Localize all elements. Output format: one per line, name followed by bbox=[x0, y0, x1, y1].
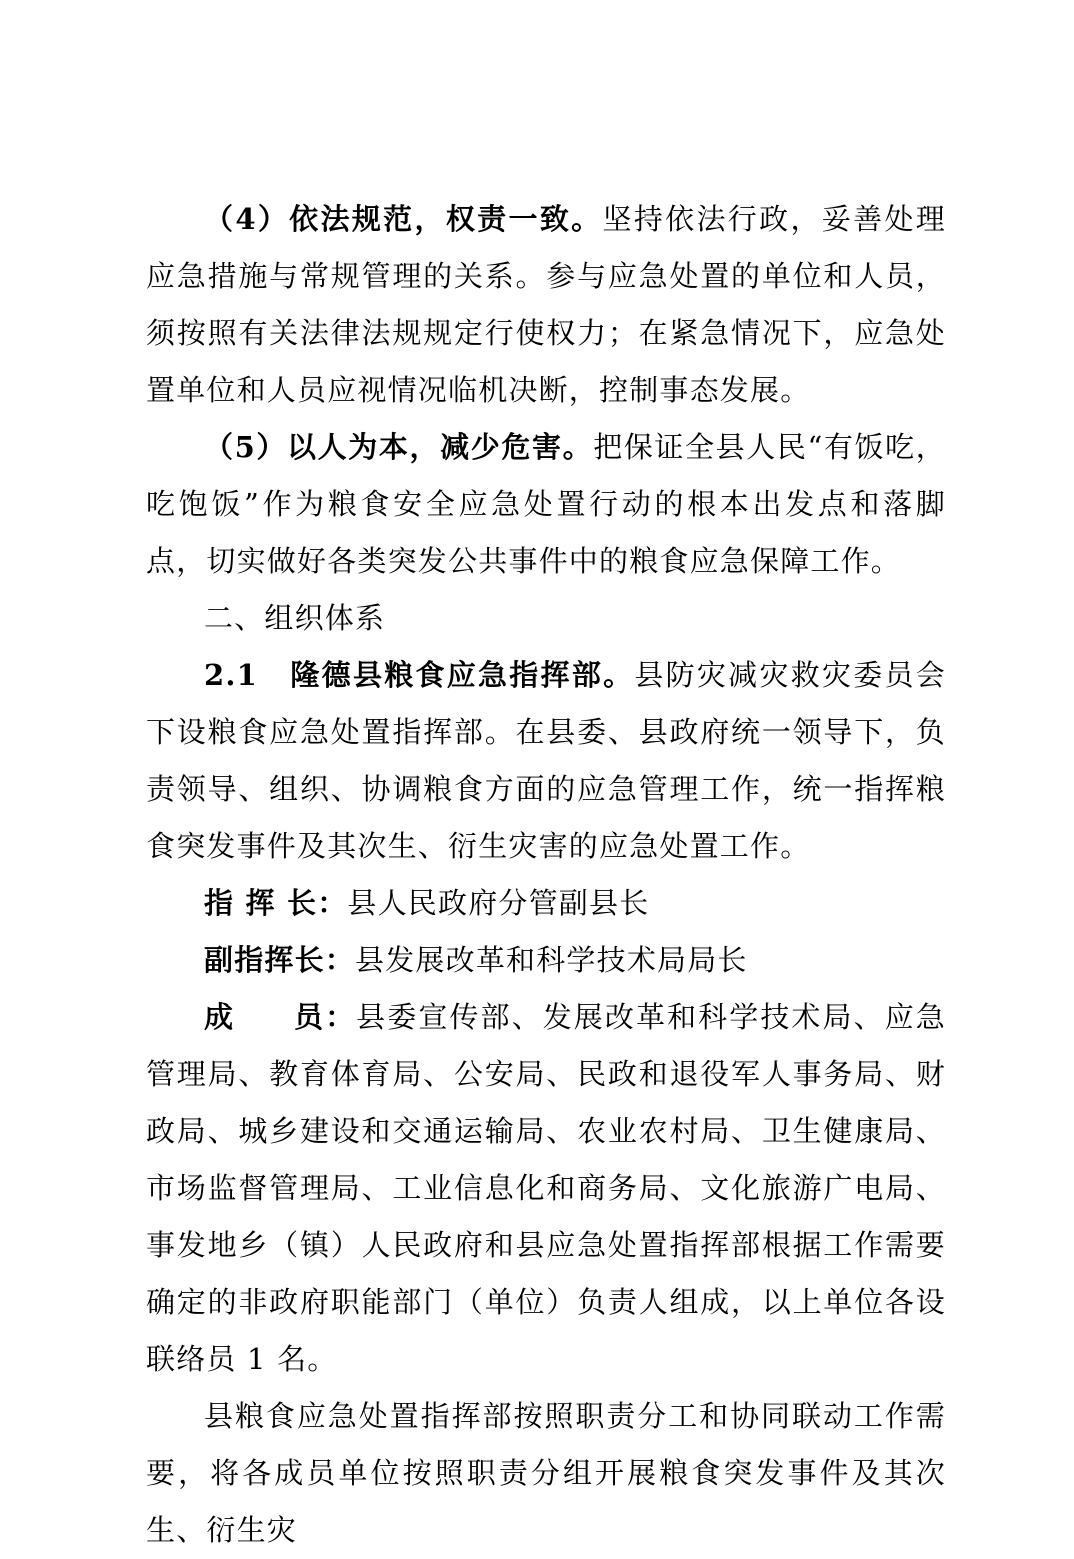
deputy-commander-label: 副指挥长： bbox=[204, 943, 356, 977]
commander-value: 县人民政府分管副县长 bbox=[347, 886, 650, 920]
section-2-heading: 二、组织体系 bbox=[204, 601, 386, 635]
principle-5-title: （5）以人为本，减少危害。 bbox=[204, 430, 594, 464]
members-paragraph bbox=[146, 989, 946, 1388]
section-2-1-paragraph bbox=[146, 647, 946, 875]
members-label-second: 员： bbox=[293, 1000, 357, 1034]
deputy-commander-line bbox=[146, 932, 946, 989]
closing-paragraph bbox=[146, 1388, 946, 1559]
section-2-1-body: 县防灾减灾救灾委员会下设粮食应急处置指挥部。在县委、县政府统一领导下，负责领导、组织、协调粮食方面的应急管理工作，统一指挥粮食突发事件及其次生、衍生灾害的应急处置工作。 bbox=[146, 658, 946, 863]
commander-label: 指 挥 长： bbox=[204, 886, 348, 920]
deputy-commander-value: 县发展改革和科学技术局局长 bbox=[355, 943, 748, 977]
commander-line bbox=[146, 875, 946, 932]
closing-body: 县粮食应急处置指挥部按照职责分工和协同联动工作需要，将各成员单位按照职责分组开展粮食突发事件及其次生、衍生灾 bbox=[146, 1399, 946, 1547]
principle-5-paragraph bbox=[146, 419, 946, 590]
document-body bbox=[146, 191, 946, 1559]
principle-4-title: （4）依法规范，权责一致。 bbox=[204, 202, 603, 236]
principle-4-body: 坚持依法行政，妥善处理应急措施与常规管理的关系。参与应急处置的单位和人员，须按照有关法律法规规定行使权力；在紧急情况下，应急处置单位和人员应视情况临机决断，控制事态发展。 bbox=[146, 202, 946, 407]
members-value: 县委宣传部、发展改革和科学技术局、应急管理局、教育体育局、公安局、民政和退役军人事务局、财政局、城乡建设和交通运输局、农业农村局、卫生健康局、市场监督管理局、工业信息化和商务局、文化旅游广电局、事发地乡（镇）人民政府和县应急处置指挥部根据工作需要确定的非政府职能部门（单位）负责人组成，以上单位各设联络员 1 名。 bbox=[146, 1000, 946, 1376]
section-2-1-title: 隆德县粮食应急指挥部。 bbox=[290, 658, 635, 692]
members-label-first: 成 bbox=[204, 1000, 236, 1034]
principle-5-body: 把保证全县人民“有饭吃，吃饱饭”作为粮食安全应急处置行动的根本出发点和落脚点，切实做好各类突发公共事件中的粮食应急保障工作。 bbox=[146, 430, 946, 578]
section-2-1-number: 2.1 bbox=[204, 658, 259, 692]
principle-4-paragraph bbox=[146, 191, 946, 419]
